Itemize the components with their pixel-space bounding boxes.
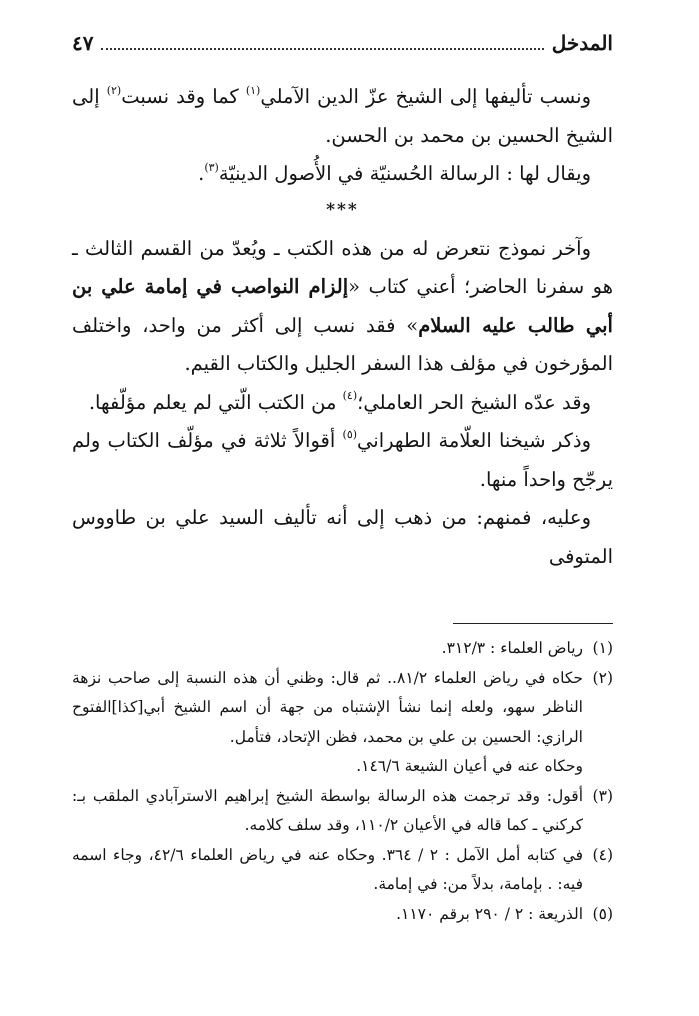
footnote-text: حكاه في رياض العلماء ٨١/٢.. ثم قال: وظني أن هذه النسبة إلى صاحب نزهة الناظر سهو، ولعله إنما نشأ الإشتباه من جهة أن اسم الشيخ أبي[كذا]الفتوح الرازي: الحسين بن علي بن محمد، فظن الإتحاد، فتأمل. bbox=[72, 668, 583, 746]
footnote-3 bbox=[72, 782, 613, 841]
page-number: ٤٧ bbox=[72, 31, 94, 55]
footnote-4 bbox=[72, 841, 613, 900]
footnote-ref-2[interactable]: (٢) bbox=[106, 83, 122, 97]
footnotes bbox=[72, 634, 613, 929]
footnote-ref-1[interactable]: (١) bbox=[245, 83, 261, 97]
main-text bbox=[72, 78, 613, 576]
paragraph-1-part-a: ونسب تأليفها إلى الشيخ عزّ الدين الآملي bbox=[260, 85, 592, 108]
footnote-5 bbox=[72, 900, 613, 930]
paragraph-4 bbox=[72, 384, 613, 423]
paragraph-6: وعليه، فمنهم: من ذهب إلى أنه تأليف السيد علي بن طاووس المتوفى bbox=[72, 506, 613, 568]
footnote-number: (٣) bbox=[592, 786, 613, 805]
book-title: إلزام النواصب في إمامة علي بن أبي طالب عليه السلام bbox=[72, 275, 613, 337]
footnote-ref-3[interactable]: (٣) bbox=[204, 160, 219, 174]
leader-dots bbox=[101, 48, 543, 50]
paragraph-5 bbox=[72, 422, 613, 499]
paragraph-2-part-b: . bbox=[198, 162, 205, 185]
footnote-number: (١) bbox=[592, 639, 613, 657]
chapter-title: المدخل bbox=[551, 31, 613, 55]
footnote-2 bbox=[72, 664, 613, 753]
paragraph-1 bbox=[72, 78, 613, 155]
section-separator: *** bbox=[326, 199, 359, 220]
paragraph-3 bbox=[72, 230, 613, 384]
paragraph-4-part-b: من الكتب الّتي لم يعلم مؤلّفها. bbox=[88, 390, 343, 414]
paragraph-2 bbox=[72, 155, 613, 194]
paragraph-5-part-b: أقوالاً ثلاثة في مؤلّف الكتاب ولم يرجّح واحداً منها. bbox=[72, 429, 613, 491]
footnote-2-continuation: وحكاه عنه في أعيان الشيعة ١٤٦/٦. bbox=[356, 757, 583, 775]
footnote-number: (٢) bbox=[592, 668, 613, 687]
footnote-number: (٥) bbox=[592, 904, 613, 923]
footnote-ref-5[interactable]: (٥) bbox=[342, 427, 358, 441]
footnote-text: في كتابه أمل الآمل : ٢ / ٣٦٤. وحكاه عنه في رياض العلماء ٤٢/٦، وجاء اسمه فيه: . بإمامة، بدلاً من: في إمامة. bbox=[72, 845, 584, 893]
paragraph-3-part-b: » فقد نسب إلى أكثر من واحد، واختلف المؤرخون في مؤلف هذا السفر الجليل والكتاب القيم. bbox=[72, 313, 613, 375]
paragraph-2-part-a: ويقال لها : الرسالة الحُسنيّة في الأُصول الدينيّة bbox=[218, 162, 591, 185]
paragraph-1-part-c: إلى الشيخ الحسين بن محمد بن الحسن. bbox=[72, 85, 613, 147]
footnote-separator bbox=[453, 623, 613, 624]
footnote-ref-4[interactable]: (٤) bbox=[342, 389, 358, 402]
paragraph-4-part-a: وقد عدّه الشيخ الحر العاملي؛ bbox=[357, 390, 591, 414]
footnote-1 bbox=[72, 634, 613, 664]
paragraph-3-part-a: وآخر نموذج نتعرض له من هذه الكتب ـ ويُعدّ من القسم الثالث ـ هو سفرنا الحاضر؛ أعني كتاب « bbox=[72, 236, 613, 298]
footnote-number: (٤) bbox=[592, 845, 613, 864]
running-header bbox=[72, 26, 613, 60]
footnote-text: رياض العلماء : ٣١٢/٣. bbox=[441, 639, 583, 657]
footnote-text: الذريعة : ٢ / ٢٩٠ برقم ١١٧٠. bbox=[396, 904, 583, 923]
paragraph-5-part-a: وذكر شيخنا العلّامة الطهراني bbox=[357, 429, 591, 452]
paragraph-1-part-b: كما وقد نسبت bbox=[121, 85, 246, 108]
footnote-text: أقول: وقد ترجمت هذه الرسالة بواسطة الشيخ إبراهيم الاسترآبادي الملقب بـ: كركني ـ كما قاله في الأعيان ١١٠/٢، وقد سلف كلامه. bbox=[72, 786, 583, 834]
